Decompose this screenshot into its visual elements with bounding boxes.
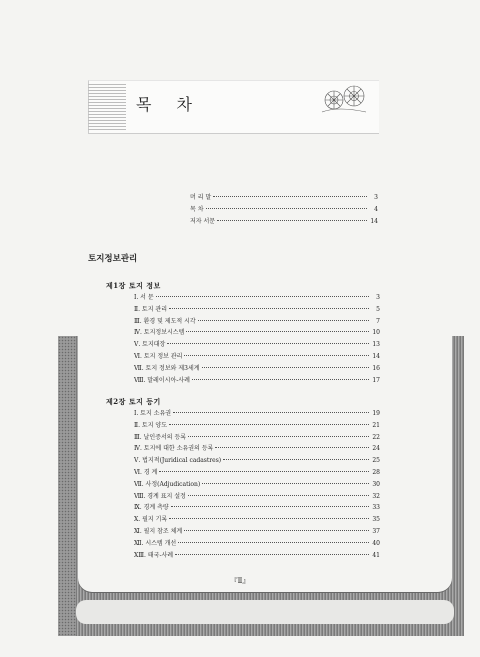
toc-leader-dots [159,471,369,472]
toc-entry-page: 13 [372,341,380,349]
decorative-frame-edge [58,336,76,636]
toc-leader-dots [202,367,369,368]
toc-leader-dots [173,412,369,413]
toc-chapter-row [134,294,380,302]
toc-entry-label: Ⅱ. 토지 관리 [134,305,167,313]
toc-leader-dots [206,208,368,209]
toc-entry-label: Ⅻ. 시스템 개선 [134,539,177,547]
toc-chapter-row [134,410,380,418]
toc-entry-page: 19 [372,410,380,417]
toc-chapter-row [134,365,380,373]
toc-chapter-row [134,377,380,385]
toc-entry-label: Ⅷ. 말레이시아-사례 [134,376,190,384]
toc-entry-page: 33 [372,504,380,512]
toc-chapter-row [134,422,380,430]
toc-entry-page: 40 [372,539,380,547]
toc-entry-page: 30 [372,480,380,488]
toc-leader-dots [223,459,369,460]
part-title: 토지정보관리 [88,254,138,264]
toc-entry-label: Ⅲ. 환경 및 제도적 시각 [134,317,196,325]
toc-leader-dots [186,331,369,332]
toc-leader-dots [169,518,369,519]
toc-entry-label: 저자 서문 [190,218,216,225]
toc-entry-label: Ⅸ. 경계 측량 [134,504,169,512]
toc-chapter-row [134,540,380,548]
toc-entry-label: Ⅰ. 토지 소유권 [134,410,172,417]
toc-leader-dots [169,424,369,425]
toc-chapter-row [134,469,380,477]
page-number: 『Ⅱ』 [230,577,250,585]
toc-chapter-row [134,528,380,536]
toc-entry-page: 17 [372,376,380,384]
toc-leader-dots [202,483,369,484]
toc-entry-label: Ⅳ. 토지정보시스템 [134,329,185,337]
toc-intro-row [190,194,378,202]
toc-entry-label: Ⅺ. 필지 참조 체계 [134,528,183,535]
toc-chapter-row [134,306,380,314]
toc-leader-dots [156,296,369,297]
toc-entry-label: Ⅰ. 서 문 [134,294,154,301]
toc-entry-page: 16 [372,364,380,372]
header-hatch-decoration [88,82,126,130]
toc-chapter-row [134,434,380,442]
toc-entry-label: Ⅴ. 법지적(Juridical cadastres) [134,457,222,465]
toc-entry-page: 22 [372,433,380,441]
toc-entry-label: 머 리 말 [190,194,212,201]
toc-chapter-row [134,329,380,337]
toc-entry-label: Ⅵ. 토지 정보 관리 [134,353,183,360]
toc-chapter-row [134,457,380,465]
toc-chapter-row [134,552,380,560]
toc-entry-page: 3 [376,294,380,301]
toc-entry-page: 25 [372,457,380,465]
toc-intro-row [190,218,378,226]
toc-entry-label: Ⅴ. 토지대장 [134,341,166,349]
toc-chapter-row [134,318,380,326]
toc-entry-page: 32 [372,492,380,500]
toc-leader-dots [184,355,369,356]
toc-leader-dots [167,343,369,344]
toc-leader-dots [175,554,369,555]
toc-chapter-row [134,353,380,361]
toc-entry-label: Ⅶ. 토지 정보와 제3세계 [134,364,200,372]
toc-chapter-row [134,341,380,349]
toc-entry-page: 3 [374,194,378,201]
toc-leader-dots [188,495,369,496]
toc-leader-dots [198,320,369,321]
toc-leader-dots [169,308,369,309]
decorative-frame-bottom [76,600,454,624]
chapter-title: 제2장 토지 등기 [106,397,161,406]
toc-entry-page: 14 [370,218,378,225]
toc-intro-row [190,206,378,214]
toc-entry-page: 21 [372,421,380,429]
flower-ornament-icon [318,82,370,116]
toc-entry-page: 28 [372,469,380,476]
toc-chapter-row [134,445,380,453]
toc-entry-label: Ⅲ. 날인증서의 등록 [134,433,187,441]
toc-entry-label: Ⅷ. 경계 표지 설정 [134,492,186,500]
toc-entry-label: 목 차 [190,206,204,213]
toc-entry-label: Ⅳ. 토지에 대한 소유권의 등록 [134,445,214,453]
toc-entry-label: XⅢ. 태국-사례 [134,551,174,559]
toc-leader-dots [213,196,367,197]
page-title: 목 차 [136,95,202,114]
toc-entry-page: 4 [374,206,378,213]
toc-entry-page: 35 [372,516,380,524]
toc-entry-label: Ⅵ. 경 계 [134,469,158,476]
toc-entry-label: Ⅱ. 토지 양도 [134,421,167,429]
toc-entry-page: 24 [372,445,380,453]
toc-entry-page: 5 [376,305,380,313]
toc-entry-label: Ⅹ. 필지 기록 [134,516,168,524]
toc-entry-page: 37 [372,528,380,535]
toc-entry-page: 41 [372,551,380,559]
toc-chapter-row [134,516,380,524]
toc-chapter-row [134,481,380,489]
toc-leader-dots [178,542,369,543]
toc-leader-dots [215,447,369,448]
toc-entry-page: 10 [372,329,380,337]
toc-leader-dots [217,220,367,221]
toc-entry-page: 14 [372,353,380,360]
toc-chapter-row [134,504,380,512]
toc-chapter-row [134,493,380,501]
toc-leader-dots [188,436,369,437]
toc-leader-dots [192,379,369,380]
toc-entry-page: 7 [376,317,380,325]
chapter-title: 제1장 토지 정보 [106,281,161,290]
toc-leader-dots [171,506,369,507]
toc-entry-label: Ⅶ. 사정(Adjudication) [134,480,201,488]
toc-leader-dots [184,530,369,531]
